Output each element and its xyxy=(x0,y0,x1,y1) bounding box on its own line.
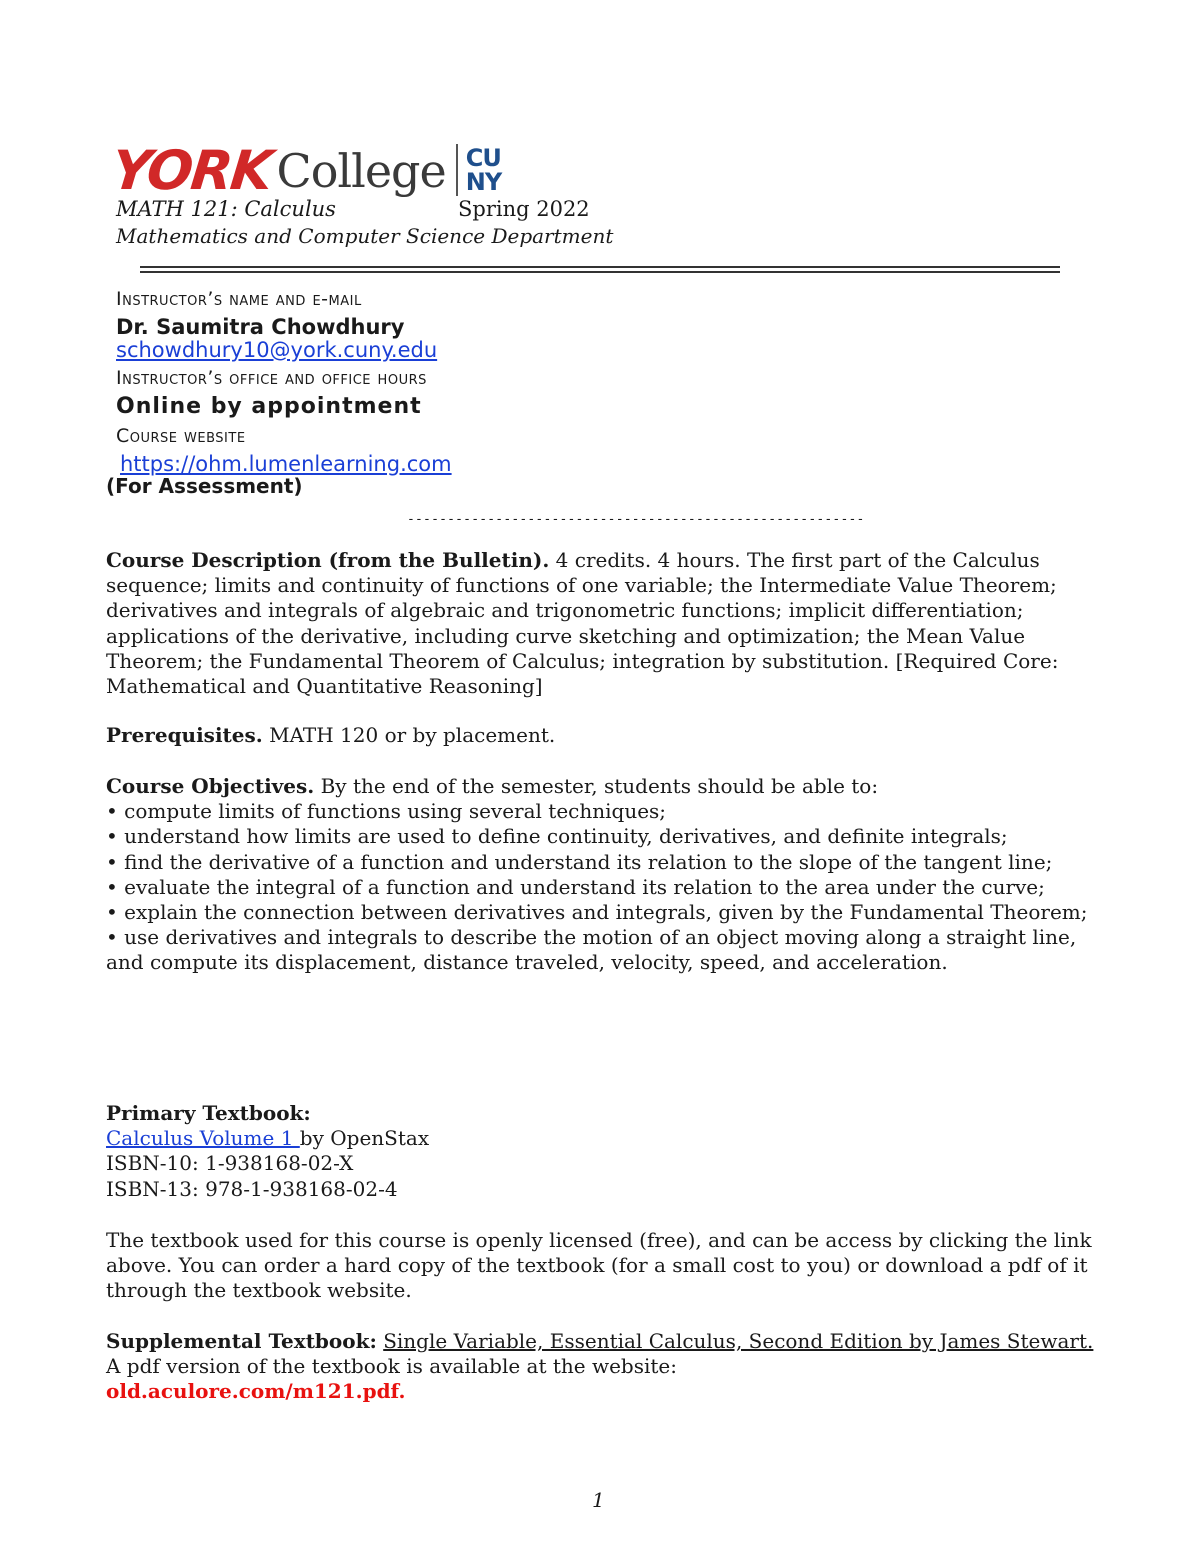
objective-item: • compute limits of functions using several techniques; xyxy=(106,799,667,824)
course-title-line xyxy=(116,197,590,221)
instructor-name: Dr. Saumitra Chowdhury xyxy=(116,315,405,339)
logo-college-text: College xyxy=(276,144,446,198)
supplemental-heading: Supplemental Textbook: xyxy=(106,1329,377,1353)
course-description-heading: Course Description (from the Bulletin). xyxy=(106,548,550,572)
isbn-10: ISBN-10: 1-938168-02-X xyxy=(106,1151,354,1176)
course-website-label: Course website xyxy=(116,425,246,447)
textbook-title-link[interactable]: Calculus Volume 1 xyxy=(106,1126,300,1151)
instructor-email-link[interactable]: schowdhury10@york.cuny.edu xyxy=(116,338,438,362)
section-separator: --------------------------------------------------------- xyxy=(407,512,865,527)
objective-item: • understand how limits are used to define continuity, derivatives, and definite integrals; xyxy=(106,824,1008,849)
york-college-cuny-logo xyxy=(108,139,502,202)
course-description-text: 4 credits. 4 hours. The first part of the Calculus sequence; limits and continuity of functions of one variable; the Intermediate Value Theorem; derivatives and integrals of algebraic and trigonometric functions; implicit differentiation; applications of the derivative, including curve sketching and optimization; the Mean Value Theorem; the Fundamental Theorem of Calculus; integration by substitution. [Required Core: Mathematical and Quantitative Reasoning] xyxy=(106,548,1059,699)
semester: Spring 2022 xyxy=(458,197,590,221)
cuny-logo-top: CU xyxy=(465,144,501,172)
course-website-link[interactable]: https://ohm.lumenlearning.com xyxy=(120,452,452,476)
page-number: 1 xyxy=(592,1488,605,1512)
supplemental-textbook xyxy=(106,1329,1096,1405)
course-code-title: MATH 121: Calculus xyxy=(116,197,336,221)
instructor-name-label: Instructor’s name and e-mail xyxy=(116,288,362,310)
textbook-note: The textbook used for this course is openly licensed (free), and can be access by clicking the link above. You can order a hard copy of the textbook (for a small cost to you) or download a pdf of it through the textbook website. xyxy=(106,1228,1092,1303)
header-rule-top xyxy=(140,266,1060,268)
objectives-intro: By the end of the semester, students should be able to: xyxy=(314,774,879,798)
department: Mathematics and Computer Science Department xyxy=(116,224,614,248)
objectives-heading: Course Objectives. xyxy=(106,774,315,798)
supplemental-pdf-link[interactable]: old.aculore.com/m121.pdf. xyxy=(106,1379,406,1404)
primary-textbook-heading: Primary Textbook: xyxy=(106,1101,311,1125)
objective-item: • find the derivative of a function and understand its relation to the slope of the tangent line; xyxy=(106,849,1053,874)
objective-item: • explain the connection between derivatives and integrals, given by the Fundamental Theorem; xyxy=(106,900,1088,925)
supplemental-title: Single Variable, Essential Calculus, Second Edition by James Stewart. xyxy=(383,1329,1094,1353)
logo-york-text: YORK xyxy=(108,139,274,202)
objective-item: • use derivatives and integrals to describe the motion of an object moving along a straight line, xyxy=(106,925,1077,950)
header-rule-bottom xyxy=(140,271,1060,273)
cuny-logo xyxy=(466,146,501,194)
office-hours-label: Instructor’s office and office hours xyxy=(116,367,427,389)
prerequisites xyxy=(106,723,1096,748)
prerequisites-text: MATH 120 or by placement. xyxy=(262,723,556,747)
logo-divider xyxy=(456,144,458,196)
primary-textbook xyxy=(106,1101,1096,1202)
course-objectives xyxy=(106,774,1096,976)
objective-item: • evaluate the integral of a function and understand its relation to the area under the curve; xyxy=(106,874,1045,899)
textbook-author: by OpenStax xyxy=(299,1126,430,1151)
course-website-note: (For Assessment) xyxy=(106,474,303,498)
objectives-closing: and compute its displacement, distance traveled, velocity, speed, and acceleration. xyxy=(106,950,948,975)
cuny-logo-bottom: NY xyxy=(465,168,502,196)
office-hours-value: Online by appointment xyxy=(116,394,422,419)
prerequisites-heading: Prerequisites. xyxy=(106,723,263,747)
isbn-13: ISBN-13: 978-1-938168-02-4 xyxy=(106,1176,398,1201)
supplemental-text: A pdf version of the textbook is available at the website: xyxy=(106,1354,677,1379)
course-description xyxy=(106,548,1096,699)
